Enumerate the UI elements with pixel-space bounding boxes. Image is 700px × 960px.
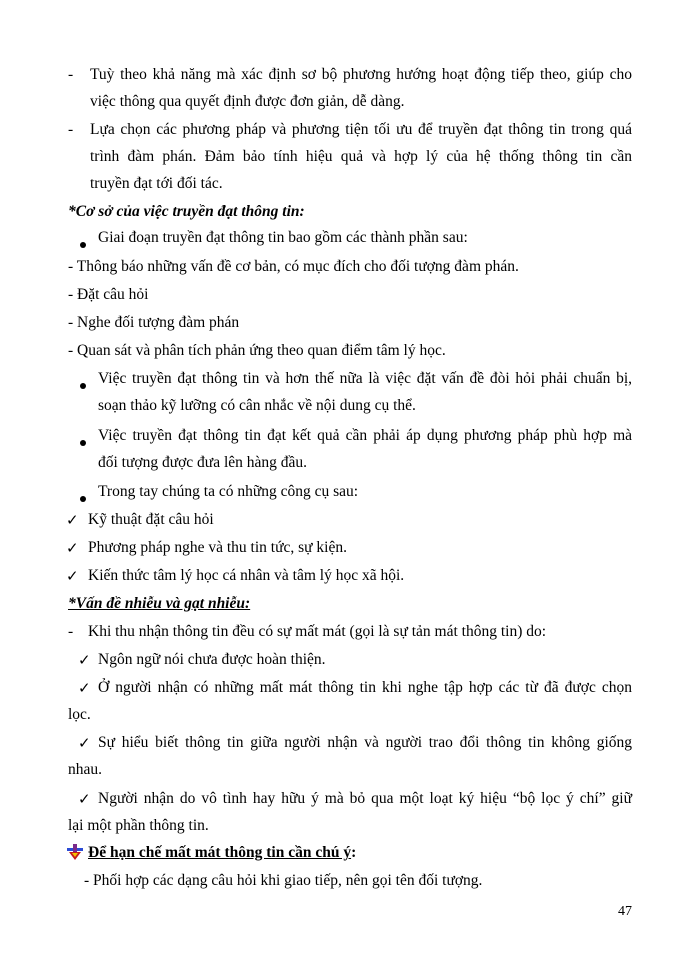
heading-colon: :: [351, 844, 357, 861]
paragraph-line: trình đàm phán. Đảm bảo tính hiệu quả và hợp lý của hệ thống thông tin cần: [90, 148, 632, 165]
check-item: Ở người nhận có những mất mát thông tin khi nghe tập hợp các từ đã được chọn: [98, 679, 632, 696]
bullet-text: Việc truyền đạt thông tin đạt kết quả cần phải áp dụng phương pháp phù hợp mà: [98, 427, 632, 444]
dash-marker: -: [68, 121, 74, 138]
bullet-text: Giai đoạn truyền đạt thông tin bao gồm các thành phần sau:: [98, 229, 468, 246]
checkmark-icon: ✓: [78, 734, 91, 752]
checkmark-icon: ✓: [66, 539, 79, 557]
check-item: Phương pháp nghe và thu tin tức, sự kiện.: [88, 539, 347, 556]
checkmark-icon: ✓: [78, 790, 91, 808]
section-heading: *Vấn đề nhiễu và gạt nhiễu:: [68, 595, 251, 612]
dash-item: - Phối hợp các dạng câu hỏi khi giao tiếp, nên gọi tên đối tượng.: [84, 872, 483, 889]
check-item: Kiến thức tâm lý học cá nhân và tâm lý học xã hội.: [88, 567, 405, 584]
check-item: Người nhận do vô tình hay hữu ý mà bỏ qua một loạt ký hiệu “bộ lọc ý chí” giữ: [98, 790, 632, 807]
checkmark-icon: ✓: [78, 679, 91, 697]
section-heading: *Cơ sở của việc truyền đạt thông tin:: [68, 203, 305, 220]
bullet-icon: [80, 488, 86, 508]
paragraph-line: việc thông qua quyết định được đơn giản, dễ dàng.: [90, 93, 405, 110]
bullet-icon: [80, 432, 86, 452]
dash-item: - Thông báo những vấn đề cơ bản, có mục đích cho đối tượng đàm phán.: [68, 258, 519, 275]
dash-marker: -: [68, 66, 74, 83]
dash-item: - Quan sát và phân tích phản ứng theo quan điểm tâm lý học.: [68, 342, 446, 359]
bullet-icon: [80, 234, 86, 254]
bullet-text: Việc truyền đạt thông tin và hơn thế nữa là việc đặt vấn đề đòi hỏi phải chuẩn bị,: [98, 370, 632, 387]
arrow-down-bullet-icon: [66, 843, 84, 861]
dash-marker: -: [68, 623, 74, 640]
paragraph-line: Tuỳ theo khả năng mà xác định sơ bộ phương hướng hoạt động tiếp theo, giúp cho: [90, 66, 632, 83]
dash-item: - Đặt câu hỏi: [68, 286, 149, 303]
check-item: Kỹ thuật đặt câu hỏi: [88, 511, 214, 528]
section-heading: [88, 843, 356, 863]
checkmark-icon: ✓: [78, 651, 91, 669]
checkmark-icon: ✓: [66, 511, 79, 529]
check-item-continuation: lại một phần thông tin.: [68, 817, 209, 834]
check-item: Sự hiểu biết thông tin giữa người nhận và người trao đổi thông tin không giống: [98, 734, 632, 751]
paragraph-line: Khi thu nhận thông tin đều có sự mất mát (gọi là sự tản mát thông tin) do:: [88, 623, 547, 640]
bullet-text: đối tượng được đưa lên hàng đầu.: [98, 454, 308, 471]
check-item-continuation: lọc.: [68, 706, 91, 723]
paragraph-line: truyền đạt tới đối tác.: [90, 175, 223, 192]
bullet-text: Trong tay chúng ta có những công cụ sau:: [98, 483, 359, 500]
heading-text: Để hạn chế mất mát thông tin cần chú ý: [88, 844, 352, 861]
bullet-text: soạn thảo kỹ lưỡng có cân nhắc về nội dung cụ thể.: [98, 397, 416, 414]
bullet-icon: [80, 375, 86, 395]
dash-item: - Nghe đối tượng đàm phán: [68, 314, 240, 331]
checkmark-icon: ✓: [66, 567, 79, 585]
check-item: Ngôn ngữ nói chưa được hoàn thiện.: [98, 651, 326, 668]
paragraph-line: Lựa chọn các phương pháp và phương tiện tối ưu để truyền đạt thông tin trong quá: [90, 121, 632, 138]
check-item-continuation: nhau.: [68, 761, 103, 778]
page-number: 47: [618, 904, 632, 919]
